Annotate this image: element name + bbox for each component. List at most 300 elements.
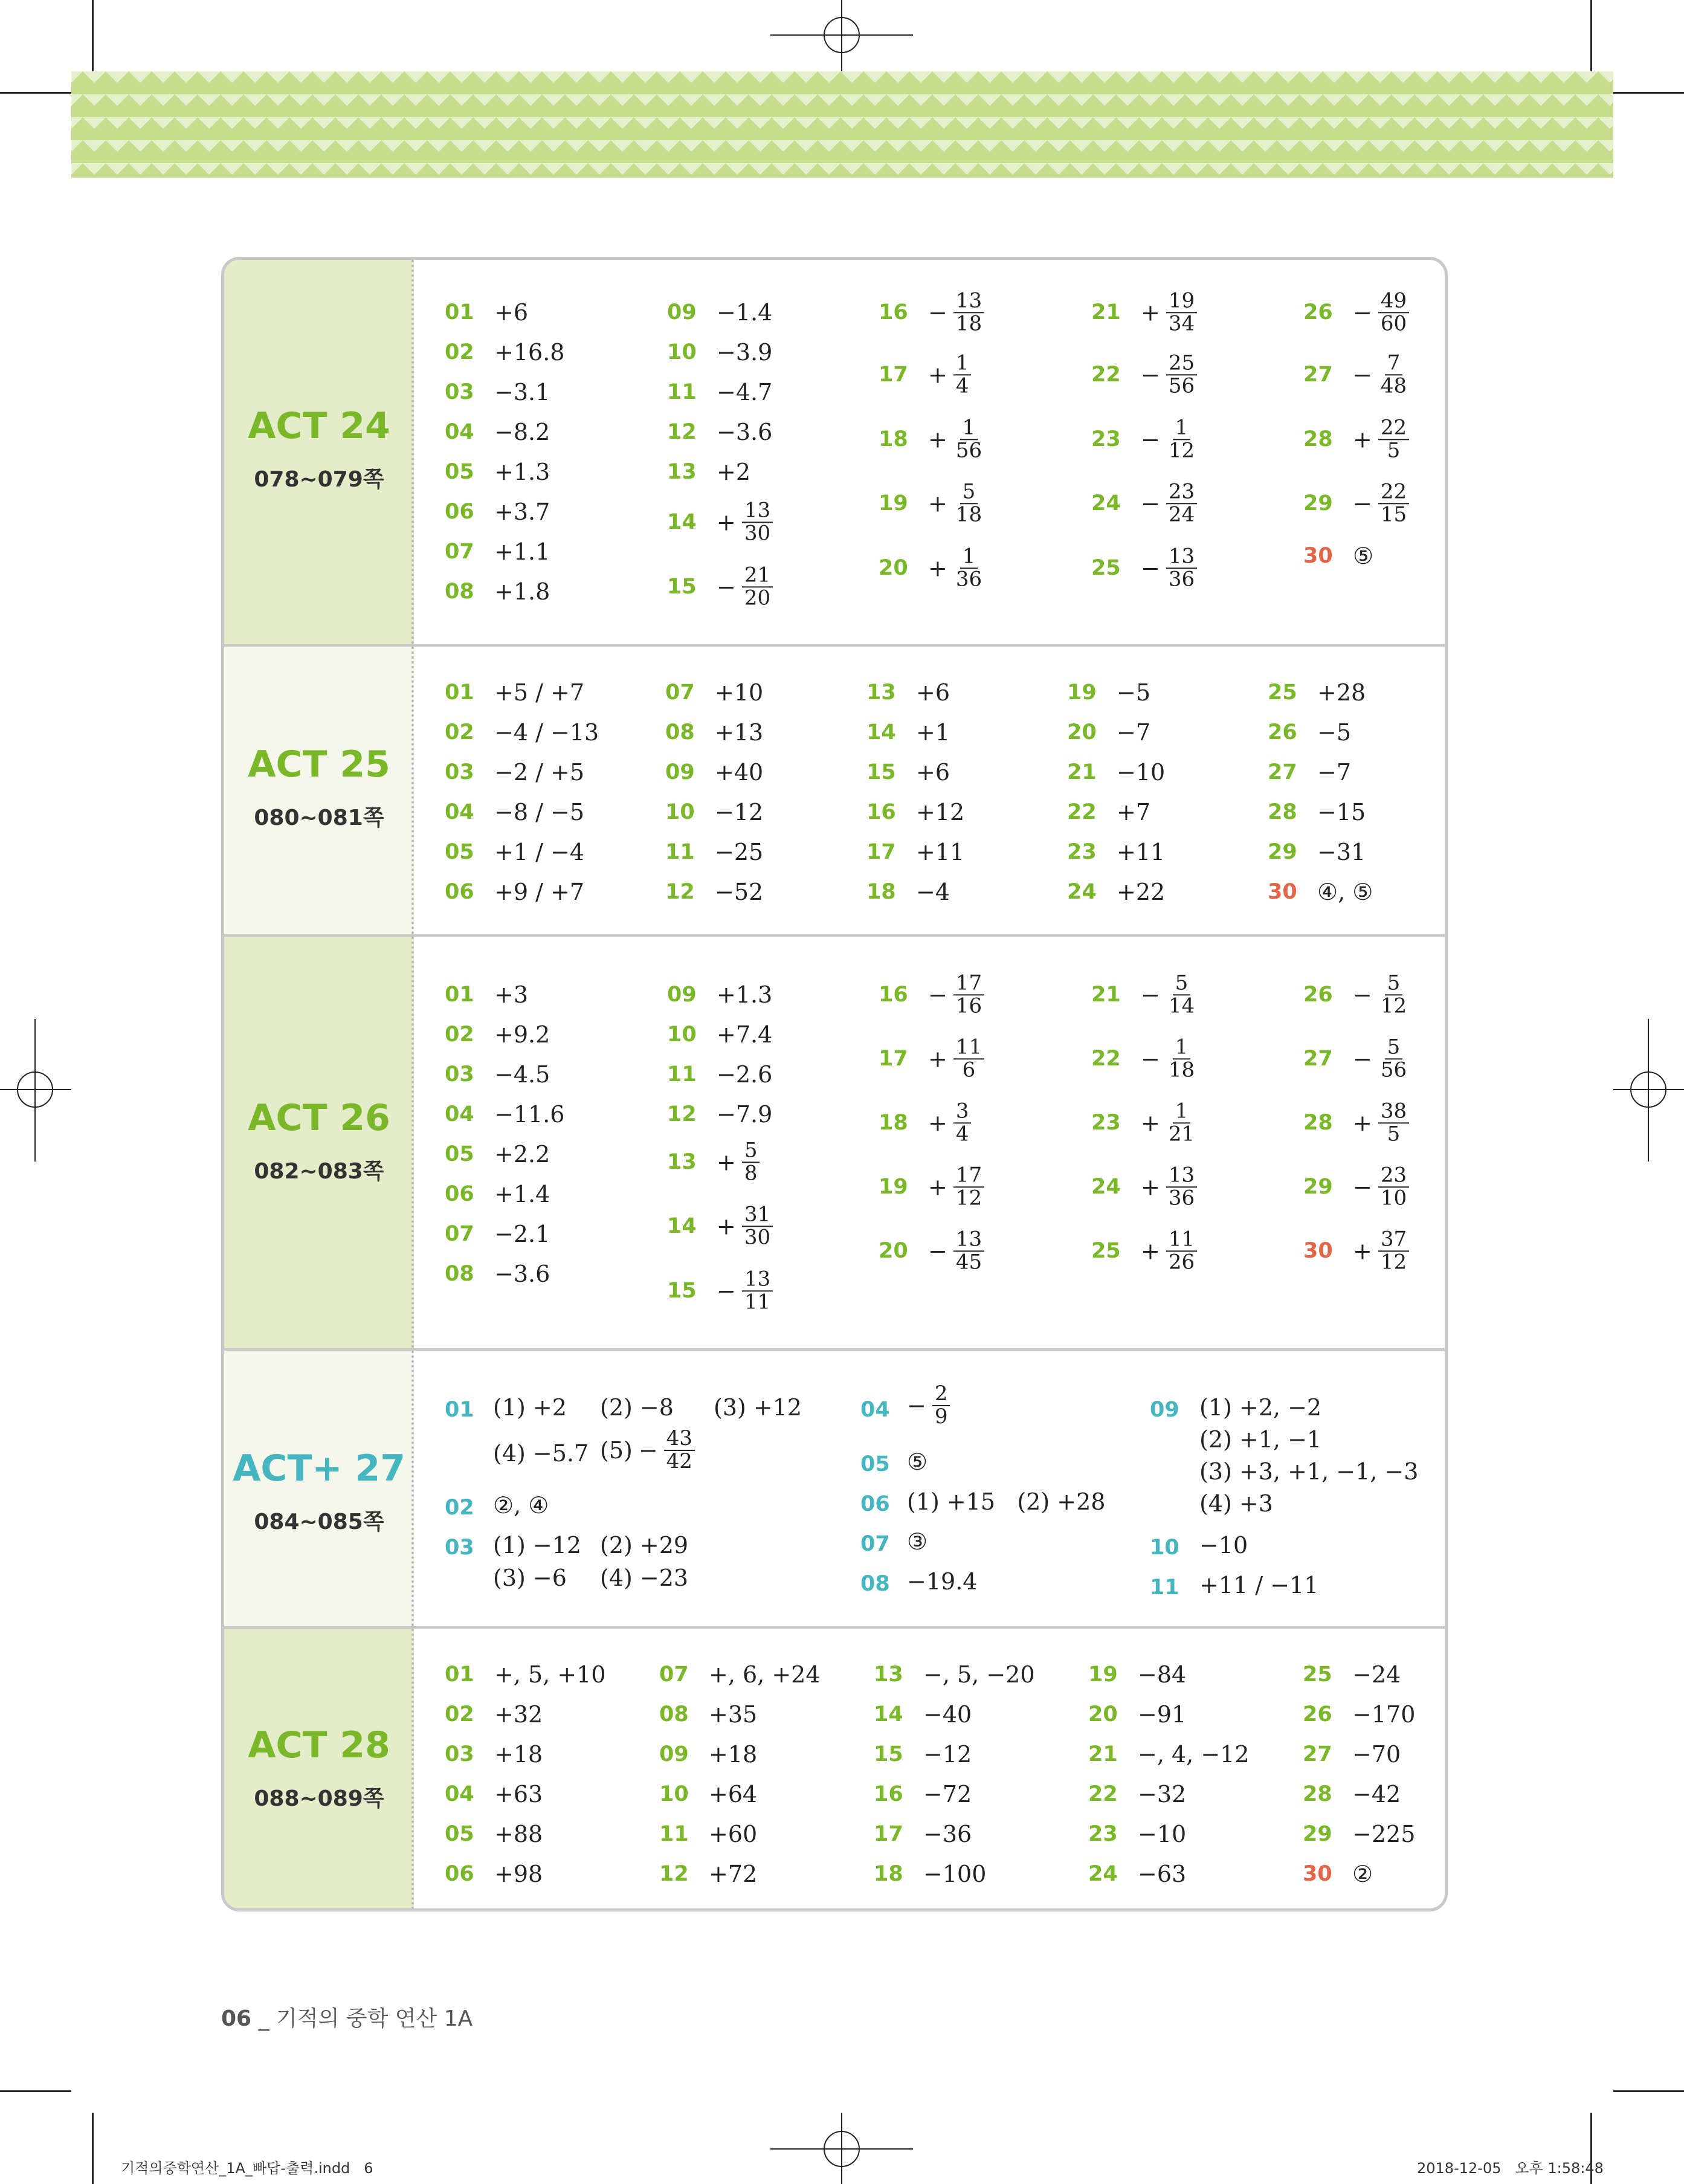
- answer-value: [928, 1100, 971, 1145]
- answer-value: [1353, 1036, 1409, 1081]
- numerator: 17: [953, 1165, 984, 1187]
- fraction: [953, 290, 984, 334]
- answer-value: −100: [923, 1861, 987, 1887]
- fraction: [1378, 290, 1409, 334]
- question-number: 13: [874, 1662, 903, 1687]
- answer-value: +1.3: [494, 459, 550, 485]
- question-number: 06: [445, 880, 474, 904]
- question-number: 11: [659, 1822, 689, 1846]
- answer-value: −12: [715, 799, 764, 825]
- fraction: [1166, 546, 1197, 590]
- denominator: 12: [1168, 438, 1195, 462]
- question-number: 04: [445, 420, 474, 444]
- answer-value: −4 / −13: [494, 719, 599, 746]
- answer-value: −1.4: [717, 299, 773, 326]
- question-number: 01: [445, 680, 474, 705]
- question-number: 15: [667, 575, 697, 599]
- answer-panel: [221, 257, 1448, 1911]
- answer-part: [600, 1428, 695, 1472]
- question-number: 13: [667, 1150, 697, 1174]
- numerator: 23: [1378, 1165, 1409, 1187]
- answer-value: [928, 1229, 984, 1273]
- answer-value: −31: [1317, 839, 1366, 865]
- answer-value: −2.6: [717, 1061, 773, 1088]
- answer-value: +9 / +7: [494, 879, 584, 905]
- answer-value: +11: [1117, 839, 1166, 865]
- question-number: 02: [445, 1702, 474, 1727]
- denominator: 8: [744, 1161, 758, 1185]
- question-number: 08: [860, 1572, 890, 1596]
- answer-value: −4.7: [717, 379, 773, 405]
- question-number: 15: [874, 1742, 903, 1766]
- question-number: 20: [1067, 720, 1097, 745]
- numerator: 13: [742, 1268, 773, 1291]
- answer-part: (4) −5.7: [493, 1440, 589, 1467]
- answer-value: −63: [1138, 1861, 1187, 1887]
- answer-value: [717, 1140, 760, 1184]
- denominator: 5: [1387, 438, 1401, 462]
- question-number: 09: [659, 1742, 689, 1766]
- question-number: 06: [445, 500, 474, 524]
- numerator: 22: [1378, 417, 1409, 440]
- question-number: 19: [879, 1175, 908, 1199]
- act-title: ACT 25: [248, 743, 390, 786]
- denominator: 26: [1168, 1250, 1195, 1274]
- question-number: 28: [1303, 1782, 1332, 1806]
- question-number: 07: [860, 1532, 890, 1556]
- fraction: [953, 972, 984, 1016]
- answer-sign: −: [1141, 361, 1160, 388]
- numerator: 5: [960, 481, 978, 504]
- answer-value: −40: [923, 1701, 972, 1728]
- fraction: [1378, 1165, 1409, 1209]
- crop-mark: [0, 1089, 71, 1090]
- answer-value: −5: [1317, 719, 1352, 746]
- answer-value: −, 4, −12: [1138, 1741, 1250, 1768]
- question-number: 29: [1268, 840, 1297, 864]
- question-number: 06: [445, 1862, 474, 1886]
- question-number: 01: [445, 1662, 474, 1687]
- answer-part: (1) +2: [493, 1394, 567, 1421]
- answer-part: (3) +12: [714, 1394, 802, 1421]
- answer-value: −15: [1317, 799, 1366, 825]
- question-number: 29: [1303, 1822, 1332, 1846]
- crop-mark: [1590, 0, 1592, 71]
- question-number: 11: [667, 1062, 697, 1087]
- fraction: [1166, 290, 1197, 334]
- answer-value: −32: [1138, 1781, 1187, 1808]
- answer-value: −91: [1138, 1701, 1187, 1728]
- answer-value: −10: [1117, 759, 1166, 786]
- answer-value: −8 / −5: [494, 799, 584, 825]
- question-number: 22: [1067, 800, 1097, 824]
- question-number: 12: [665, 880, 695, 904]
- answer-sign: −: [1353, 981, 1372, 1008]
- answer-value: [1353, 481, 1409, 525]
- answer-value: −4.5: [494, 1061, 550, 1088]
- numerator: 11: [1166, 1229, 1197, 1252]
- question-number: 09: [667, 300, 697, 325]
- question-number: 30: [1303, 1862, 1332, 1886]
- answer-value: ④, ⑤: [1317, 879, 1373, 905]
- denominator: 18: [1168, 1058, 1195, 1082]
- fraction: [1378, 972, 1409, 1016]
- answer-text: +11 / −11: [1199, 1572, 1319, 1598]
- fraction: [953, 1036, 984, 1081]
- question-number: 21: [1067, 760, 1097, 784]
- question-number: 22: [1091, 363, 1121, 387]
- answer-sign: +: [928, 1174, 947, 1200]
- numerator: 13: [953, 290, 984, 313]
- answer-value: [1141, 1229, 1197, 1273]
- answer-value: −7: [1317, 759, 1352, 786]
- question-number: 22: [1088, 1782, 1118, 1806]
- question-number: 26: [1303, 1702, 1332, 1727]
- numerator: 5: [742, 1140, 760, 1163]
- act-pages: 084~085쪽: [254, 1510, 384, 1534]
- question-number: 24: [1091, 1175, 1121, 1199]
- numerator: 37: [1378, 1229, 1409, 1252]
- question-number: 10: [667, 1023, 697, 1047]
- page-number: 06: [221, 2006, 252, 2031]
- question-number: 10: [659, 1782, 689, 1806]
- answer-value: [928, 417, 984, 461]
- answer-sign: −: [928, 299, 947, 326]
- answer-sign: −: [928, 981, 947, 1008]
- question-number: 06: [860, 1492, 890, 1516]
- numerator: 5: [1173, 972, 1191, 995]
- numerator: 17: [953, 972, 984, 995]
- fraction: [1166, 1100, 1197, 1145]
- question-number: 01: [445, 1398, 474, 1422]
- answer-value: −12: [923, 1741, 972, 1768]
- question-number: 18: [879, 427, 908, 451]
- answer-value: −8.2: [494, 419, 550, 445]
- act-title: ACT 26: [248, 1097, 390, 1139]
- answer-value: −225: [1352, 1821, 1416, 1847]
- question-number: 01: [445, 983, 474, 1007]
- question-number: 03: [445, 1742, 474, 1766]
- answer-value: −3.9: [717, 339, 773, 366]
- answer-value: −5: [1117, 679, 1151, 706]
- answer-sign: +: [928, 1045, 947, 1072]
- fraction: [742, 500, 773, 544]
- answer-sign: −: [907, 1392, 926, 1419]
- numerator: 49: [1378, 290, 1409, 313]
- answer-sign: −: [717, 1278, 736, 1304]
- question-number: 09: [1150, 1398, 1179, 1422]
- question-number: 25: [1268, 680, 1297, 705]
- denominator: 36: [955, 567, 982, 591]
- answer-sign: +: [1141, 1110, 1160, 1136]
- question-number: 27: [1303, 363, 1333, 387]
- numerator: 13: [1166, 546, 1197, 569]
- question-number: 09: [667, 983, 697, 1007]
- question-number: 09: [665, 760, 695, 784]
- answer-value: [1353, 1100, 1409, 1145]
- answer-sign: −: [1141, 490, 1160, 517]
- act-pages: 080~081쪽: [254, 806, 384, 830]
- answer-value: +64: [709, 1781, 758, 1808]
- answer-value: +98: [494, 1861, 543, 1887]
- answer-sign: +: [717, 509, 736, 535]
- answer-value: +, 5, +10: [494, 1661, 606, 1688]
- question-number: 07: [659, 1662, 689, 1687]
- question-number: 06: [445, 1182, 474, 1206]
- question-number: 28: [1303, 427, 1333, 451]
- denominator: 9: [934, 1404, 948, 1429]
- answer-value: ⑤: [1353, 543, 1374, 569]
- page-footer: [221, 2001, 473, 2032]
- answer-value: +11: [916, 839, 965, 865]
- answer-value: −10: [1138, 1821, 1187, 1847]
- question-number: 25: [1091, 556, 1121, 580]
- fraction: [1166, 481, 1197, 525]
- question-number: 12: [659, 1862, 689, 1886]
- question-number: 15: [667, 1279, 697, 1303]
- question-number: 18: [879, 1111, 908, 1135]
- answer-sign: −: [1353, 1174, 1372, 1200]
- crop-mark: [34, 1019, 36, 1161]
- act-label-column: [224, 260, 414, 644]
- answer-value: +16.8: [494, 339, 565, 366]
- question-number: 16: [866, 800, 896, 824]
- answer-value: [1353, 1165, 1409, 1209]
- answer-sign: −: [1353, 1045, 1372, 1072]
- numerator: 23: [1166, 481, 1197, 504]
- answer-value: [1141, 1036, 1197, 1081]
- answer-line: (4) +3: [1199, 1490, 1273, 1517]
- question-number: 19: [1067, 680, 1097, 705]
- answer-value: +1 / −4: [494, 839, 584, 865]
- footer-separator: _: [258, 2006, 269, 2031]
- fraction: [1378, 417, 1409, 461]
- answer-value: −36: [923, 1821, 972, 1847]
- answer-sign: −: [1353, 299, 1372, 326]
- crop-mark: [1648, 1019, 1649, 1161]
- numerator: 5: [1385, 972, 1403, 995]
- question-number: 24: [1067, 880, 1097, 904]
- act-28-section: [224, 1629, 1445, 1911]
- question-number: 10: [667, 340, 697, 364]
- answer-line: (1) +2, −2: [1199, 1394, 1322, 1421]
- answer-value: +9.2: [494, 1021, 550, 1048]
- fraction: [953, 481, 984, 525]
- question-number: 04: [445, 800, 474, 824]
- answer-value: [1141, 1100, 1197, 1145]
- fraction: [1166, 1036, 1197, 1081]
- act-26-section: [224, 937, 1445, 1351]
- question-number: 29: [1303, 1175, 1333, 1199]
- fraction: [1378, 481, 1409, 525]
- answer-sign: +: [928, 555, 947, 581]
- answer-sign: +: [717, 1149, 736, 1175]
- answer-sign: +: [1141, 1174, 1160, 1200]
- answer-value: [1353, 290, 1409, 334]
- denominator: 20: [744, 586, 771, 610]
- answer-sign: +: [717, 1213, 736, 1239]
- question-number: 19: [1088, 1662, 1118, 1687]
- question-number: 08: [665, 720, 695, 745]
- answer-value: [928, 352, 971, 396]
- numerator: 2: [932, 1383, 950, 1406]
- answer-value: [717, 1268, 773, 1313]
- answer-value: +3: [494, 981, 529, 1008]
- answer-value: ②: [1352, 1861, 1373, 1887]
- act-label-column: [224, 1351, 414, 1626]
- answer-value: −, 5, −20: [923, 1661, 1035, 1688]
- question-number: 18: [866, 880, 896, 904]
- answer-value: [928, 481, 984, 525]
- question-number: 11: [665, 840, 695, 864]
- numerator: 3: [953, 1100, 972, 1123]
- answer-value: −70: [1352, 1741, 1401, 1768]
- question-number: 04: [445, 1102, 474, 1126]
- numerator: 43: [664, 1428, 695, 1451]
- question-number: 21: [1088, 1742, 1118, 1766]
- question-number: 14: [667, 510, 697, 534]
- answer-part: (3) −6: [493, 1565, 567, 1591]
- crop-mark: [1613, 92, 1684, 94]
- question-number: 24: [1091, 491, 1121, 515]
- answer-value: +, 6, +24: [709, 1661, 821, 1688]
- numerator: 13: [953, 1229, 984, 1252]
- act-title: ACT 24: [248, 405, 390, 447]
- question-number: 13: [866, 680, 896, 705]
- question-number: 27: [1303, 1742, 1332, 1766]
- answer-sign: +: [1353, 426, 1372, 453]
- question-number: 12: [667, 1102, 697, 1126]
- answer-text: ③: [907, 1528, 928, 1555]
- act-label-column: [224, 937, 414, 1348]
- answer-value: +60: [709, 1821, 758, 1847]
- question-number: 02: [445, 720, 474, 745]
- question-number: 20: [879, 1239, 908, 1263]
- print-slug-file: 기적의중학연산_1A_빠답-출력.indd 6: [121, 2160, 373, 2177]
- answer-sign: −: [638, 1436, 658, 1464]
- answer-sign: −: [1141, 426, 1160, 453]
- question-number: 07: [445, 540, 474, 564]
- crop-mark: [0, 2090, 71, 2092]
- answer-value: [1353, 417, 1409, 461]
- answer-line: (2) +1, −1: [1199, 1426, 1322, 1453]
- question-number: 10: [1150, 1536, 1179, 1560]
- question-number: 17: [879, 363, 908, 387]
- crop-mark: [92, 2113, 94, 2184]
- print-slug-date: 2018-12-05 오후 1:58:48: [1417, 2160, 1604, 2177]
- denominator: 56: [1380, 1058, 1407, 1082]
- question-number: 14: [874, 1702, 903, 1727]
- numerator: 38: [1378, 1100, 1409, 1123]
- denominator: 36: [1168, 1186, 1195, 1210]
- answer-value: [928, 290, 984, 334]
- fraction: [1378, 352, 1409, 396]
- fraction: [1378, 1100, 1409, 1145]
- question-number: 25: [1091, 1239, 1121, 1263]
- denominator: 12: [955, 1186, 982, 1210]
- answer-value: +1.1: [494, 538, 550, 565]
- answer-sign: +: [928, 426, 947, 453]
- question-number: 20: [1088, 1702, 1118, 1727]
- answer-value: [1141, 352, 1197, 396]
- answer-value: [1353, 1229, 1409, 1273]
- question-number: 14: [667, 1214, 697, 1238]
- fraction: [1166, 972, 1197, 1016]
- question-number: 24: [1088, 1862, 1118, 1886]
- question-number: 05: [445, 1142, 474, 1166]
- denominator: 36: [1168, 567, 1195, 591]
- answer-value: [928, 1165, 984, 1209]
- question-number: 29: [1303, 491, 1333, 515]
- answer-value: +5 / +7: [494, 679, 584, 706]
- answer-sign: −: [717, 573, 736, 600]
- answer-value: −7: [1117, 719, 1151, 746]
- answer-part: (2) −8: [600, 1394, 674, 1421]
- answer-value: +28: [1317, 679, 1366, 706]
- question-number: 03: [445, 380, 474, 404]
- answer-sign: −: [1141, 981, 1160, 1008]
- question-number: 22: [1091, 1047, 1121, 1071]
- denominator: 15: [1380, 502, 1407, 526]
- question-number: 23: [1091, 1111, 1121, 1135]
- answer-value: −3.1: [494, 379, 550, 405]
- answer-value: +7: [1117, 799, 1151, 825]
- denominator: 16: [955, 993, 982, 1018]
- numerator: 13: [1166, 1165, 1197, 1187]
- numerator: 1: [1173, 1100, 1191, 1123]
- fraction: [1378, 1229, 1409, 1273]
- numerator: 1: [960, 546, 978, 569]
- question-number: 30: [1303, 544, 1333, 568]
- answer-text: [907, 1383, 950, 1427]
- question-number: 21: [1091, 983, 1121, 1007]
- answer-value: [928, 1036, 984, 1081]
- fraction: [742, 564, 773, 609]
- numerator: 19: [1166, 290, 1197, 313]
- answer-value: +10: [715, 679, 764, 706]
- question-number: 21: [1091, 300, 1121, 325]
- crop-mark: [0, 92, 71, 94]
- question-number: 05: [860, 1452, 890, 1476]
- answer-part-label: (5): [600, 1436, 633, 1464]
- question-number: 18: [874, 1862, 903, 1886]
- act-title: ACT+ 27: [232, 1447, 406, 1490]
- answer-value: +13: [715, 719, 764, 746]
- answer-sign: +: [928, 361, 947, 388]
- question-number: 25: [1303, 1662, 1332, 1687]
- answer-value: +7.4: [717, 1021, 773, 1048]
- answer-value: [1141, 972, 1197, 1016]
- fraction: [1166, 1165, 1197, 1209]
- question-number: 07: [445, 1222, 474, 1246]
- act-label-column: [224, 1629, 414, 1911]
- answer-value: −2 / +5: [494, 759, 584, 786]
- answer-value: +72: [709, 1861, 758, 1887]
- numerator: 1: [953, 352, 972, 375]
- question-number: 02: [445, 1023, 474, 1047]
- crop-mark: [92, 0, 94, 71]
- answer-sign: +: [1141, 299, 1160, 326]
- fraction: [953, 1229, 984, 1273]
- answer-value: +63: [494, 1781, 543, 1808]
- answer-text: −19.4: [907, 1568, 978, 1595]
- answer-value: +88: [494, 1821, 543, 1847]
- answer-value: −25: [715, 839, 764, 865]
- answer-value: −2.1: [494, 1221, 550, 1247]
- denominator: 42: [666, 1449, 692, 1473]
- fraction: [932, 1383, 950, 1427]
- answer-value: [1141, 481, 1197, 525]
